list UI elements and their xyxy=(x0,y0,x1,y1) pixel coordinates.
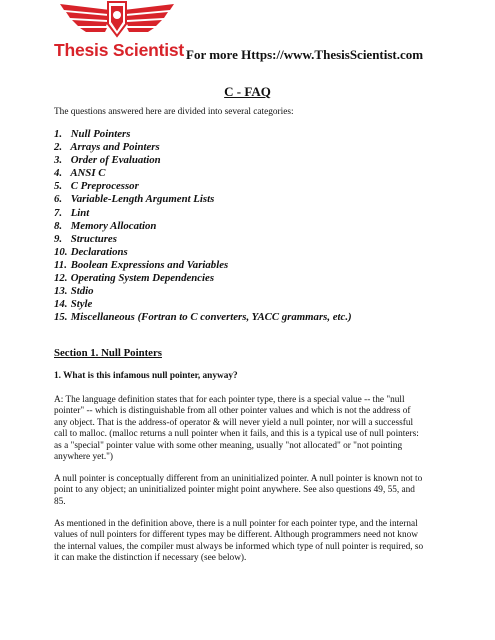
category-label: Structures xyxy=(70,232,117,245)
category-label: Declarations xyxy=(70,245,128,258)
category-number: 14. xyxy=(54,298,68,311)
category-number: 12. xyxy=(54,272,68,285)
text-line: call to malloc. (malloc returns a null pointer when it fails, and this is a typical use of null pointers: xyxy=(54,429,419,440)
category-label: Boolean Expressions and Variables xyxy=(70,258,229,271)
text-line: As mentioned in the definition above, there is a null pointer for each pointer type, and the internal xyxy=(54,519,418,529)
document-title: C - FAQ xyxy=(224,84,271,99)
category-number: 5. xyxy=(54,180,63,193)
text-line: it can make the distinction if necessary (see below). xyxy=(54,553,247,564)
text-line: point to any object; an uninitialized pointer might point anywhere. See also questions 49, 55, and xyxy=(54,485,415,496)
category-number: 3. xyxy=(54,154,63,167)
category-number: 1. xyxy=(54,128,63,140)
answer-paragraph-2 xyxy=(54,474,446,508)
category-label: Style xyxy=(70,298,93,311)
category-number: 7. xyxy=(54,206,63,219)
category-number: 9. xyxy=(54,232,63,245)
category-item xyxy=(54,193,352,206)
category-item xyxy=(54,141,352,154)
category-item xyxy=(54,128,352,141)
category-item xyxy=(54,311,352,324)
text-line: the internal values, the compiler must always be informed which type of null pointer is required, so xyxy=(54,541,424,552)
category-item xyxy=(54,259,352,272)
category-label: Stdio xyxy=(70,285,94,298)
category-label: Memory Allocation xyxy=(70,219,157,232)
intro-text: The questions answered here are divided into several categories: xyxy=(54,107,294,117)
category-item xyxy=(54,154,352,167)
category-label: C Preprocessor xyxy=(70,180,139,193)
thesis-scientist-logo xyxy=(52,0,185,68)
page-header xyxy=(52,0,452,68)
text-line: any object. That is the address-of operator & will never yield a null pointer, nor will a successful xyxy=(54,417,414,428)
category-label: Variable-Length Argument Lists xyxy=(70,193,215,206)
category-number: 4. xyxy=(54,167,63,180)
logo-wordmark: Thesis Scientist xyxy=(54,40,185,60)
category-number: 6. xyxy=(54,193,63,206)
category-label: Miscellaneous (Fortran to C converters, YACC grammars, etc.) xyxy=(70,311,352,324)
text-line: pointer" -- which is distinguishable from all other pointer values and which is not the address of xyxy=(54,406,411,417)
text-line: values of null pointers for different types may be different. Although programmers need not know xyxy=(54,530,418,541)
category-number: 10. xyxy=(54,245,68,258)
category-label: Arrays and Pointers xyxy=(70,141,160,154)
category-list xyxy=(54,128,352,324)
question-heading: 1. What is this infamous null pointer, anyway? xyxy=(54,371,238,381)
answer-paragraph-1 xyxy=(54,395,446,463)
category-number: 15. xyxy=(54,311,68,324)
category-item xyxy=(54,272,352,285)
category-label: Order of Evaluation xyxy=(70,154,161,167)
category-item xyxy=(54,285,352,298)
category-item xyxy=(54,246,352,259)
category-label: Lint xyxy=(70,206,90,219)
category-label: Null Pointers xyxy=(70,128,131,140)
text-line: A: The language definition states that for each pointer type, there is a special value -- the "null xyxy=(54,395,405,405)
section-heading: Section 1. Null Pointers xyxy=(54,347,162,359)
winged-emblem-icon xyxy=(52,0,182,42)
category-item xyxy=(54,298,352,311)
category-item xyxy=(54,167,352,180)
category-number: 8. xyxy=(54,219,63,232)
answer-paragraph-3 xyxy=(54,519,446,565)
text-line: as a "special" pointer value with some other meaning, usually "not allocated" or "not pointing xyxy=(54,440,403,451)
category-item xyxy=(54,207,352,220)
website-link[interactable]: For more Https://www.ThesisScientist.com xyxy=(186,47,424,62)
category-item xyxy=(54,233,352,246)
text-line: anywhere yet.") xyxy=(54,452,114,463)
category-label: Operating System Dependencies xyxy=(70,272,215,285)
category-number: 13. xyxy=(54,285,68,298)
category-number: 2. xyxy=(54,141,63,154)
text-line: A null pointer is conceptually different from an uninitialized pointer. A null pointer is known not to xyxy=(54,474,423,484)
category-label: ANSI C xyxy=(70,167,106,180)
text-line: 85. xyxy=(54,496,66,507)
category-item xyxy=(54,220,352,233)
category-item xyxy=(54,180,352,193)
category-number: 11. xyxy=(54,258,67,271)
